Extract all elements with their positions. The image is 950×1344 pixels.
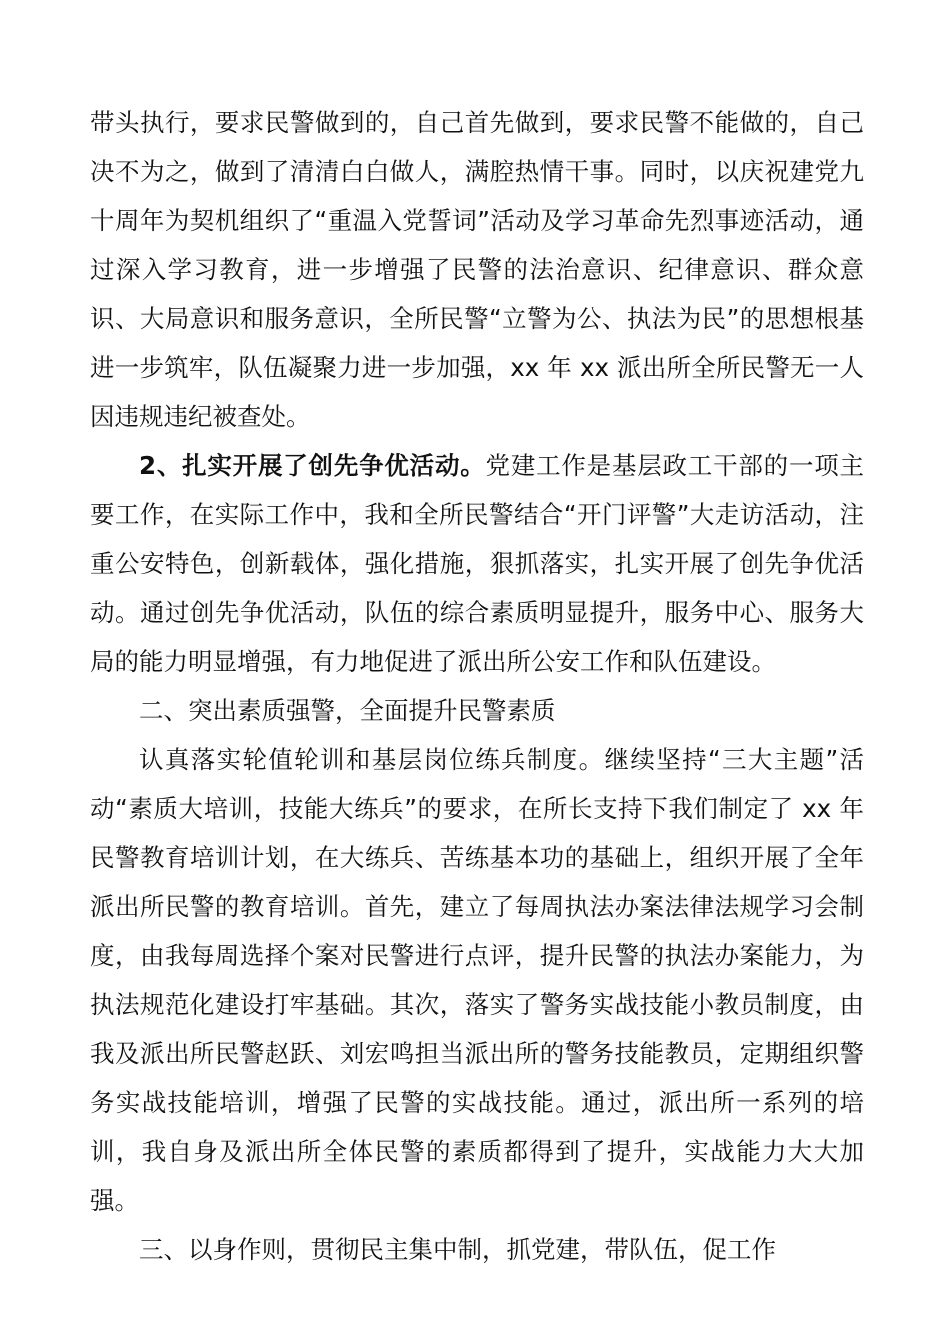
paragraph-excellence-body: 党建工作是基层政工干部的一项主要工作，在实际工作中，我和全所民警结合“开门评警”大走访活动，注重公安特色，创新载体，强化措施，狠抓落实，扎实开展了创先争优活动。通过创先争优活动，队伍的综合素质明显提升，服务中心、服务大局的能力明显增强，有力地促进了派出所公安工作和队伍建设。 xyxy=(90,451,865,676)
paragraph-discipline-results: 带头执行，要求民警做到的，自己首先做到，要求民警不能做的，自己决不为之，做到了清清白白做人，满腔热情干事。同时，以庆祝建党九十周年为契机组织了“重温入党誓词”活动及学习革命先烈事迹活动，通过深入学习教育，进一步增强了民警的法治意识、纪律意识、群众意识、大局意识和服务意识，全所民警“立警为公、执法为民”的思想根基进一步筑牢，队伍凝聚力进一步加强，xx 年 xx 派出所全所民警无一人因违规违纪被查处。 xyxy=(90,108,864,431)
paragraph-excellence-activity xyxy=(90,441,864,686)
section-heading-leadership: 三、以身作则，贯彻民主集中制，抓党建，带队伍，促工作 xyxy=(139,1235,776,1264)
document-body xyxy=(90,98,864,1274)
paragraph-training: 认真落实轮值轮训和基层岗位练兵制度。继续坚持“三大主题”活动“素质大培训，技能大练兵”的要求，在所长支持下我们制定了 xx 年民警教育培训计划，在大练兵、苦练基本功的基础上，组织开展了全年派出所民警的教育培训。首先，建立了每周执法办案法律法规学习会制度，由我每周选择个案对民警进行点评，提升民警的执法办案能力，为执法规范化建设打牢基础。其次，落实了警务实战技能小教员制度，由我及派出所民警赵跃、刘宏鸣担当派出所的警务技能教员，定期组织警务实战技能培训，增强了民警的实战技能。通过，派出所一系列的培训，我自身及派出所全体民警的素质都得到了提升，实战能力大大加强。 xyxy=(90,745,864,1215)
paragraph-heading-excellence: 2、扎实开展了创先争优活动。 xyxy=(139,451,486,480)
section-heading-quality: 二、突出素质强警，全面提升民警素质 xyxy=(139,696,556,725)
